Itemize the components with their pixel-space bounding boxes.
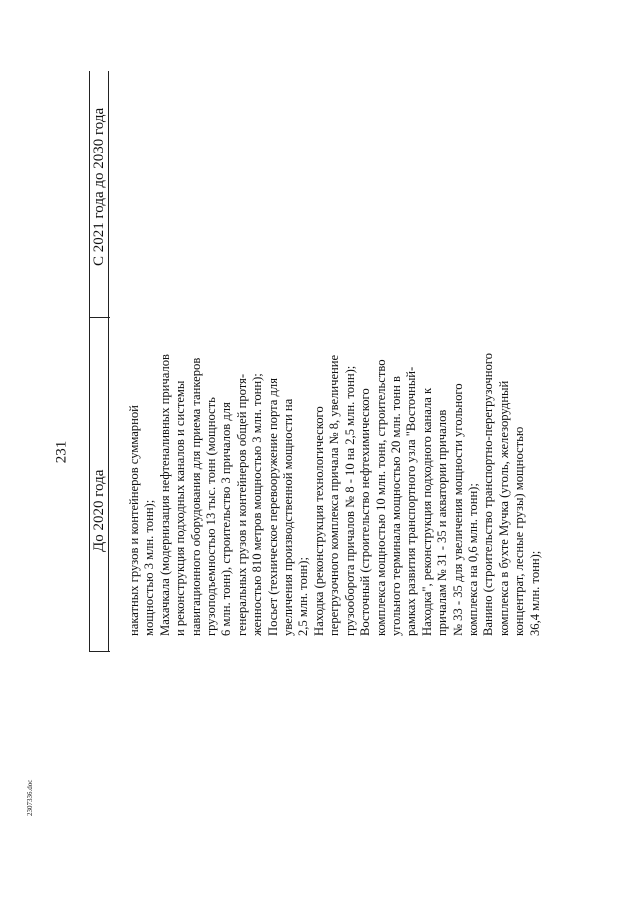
- text-line: Посьет (техническое перевооружение порта для: [265, 378, 280, 636]
- text-line: и реконструкция подходных каналов и системы: [173, 380, 188, 636]
- text-line: 2,5 млн. тонн);: [296, 557, 311, 636]
- text-line: увеличения производственной мощности на: [281, 398, 296, 636]
- table-header-divider: [108, 71, 109, 651]
- text-line: № 33 - 35 для увеличения мощности угольного: [450, 383, 465, 636]
- text-line: Находка (реконструкция технологического: [311, 406, 326, 636]
- text-line: комплекса на 0,6 млн. тонн);: [465, 483, 480, 636]
- text-line: мощностью 3 млн. тонн);: [142, 499, 157, 636]
- footer-document-id: 2307336.doc: [26, 779, 34, 816]
- text-line: накатных грузов и контейнеров суммарной: [127, 405, 141, 636]
- text-line: грузооборота причалов № 8 - 10 на 2,5 млн. тонн);: [342, 365, 357, 636]
- text-line: Ванино (строительство транспортно-перегрузочного: [481, 353, 496, 636]
- page-number: 231: [53, 440, 70, 464]
- text-line: Находка", реконструкция подходного канала к: [419, 387, 434, 636]
- text-line: 36,4 млн. тонн);: [527, 550, 542, 636]
- text-line: концентрат, лесные грузы) мощностью: [512, 426, 527, 636]
- table-column-divider: [89, 317, 110, 318]
- text-line: причалам № 31 - 35 и акватории причалов: [435, 409, 450, 636]
- column-header-2021-2030: С 2021 года до 2030 года: [91, 107, 107, 266]
- text-line: рамках развития транспортного узла "Восточный-: [404, 366, 419, 636]
- text-line: женностью 810 метров мощностью 3 млн. тонн);: [250, 373, 265, 636]
- table-left-border: [89, 651, 110, 652]
- text-line: комплекса мощностью 10 млн. тонн, строительство: [373, 359, 388, 636]
- text-line: грузоподъемностью 13 тыс. тонн (мощность: [204, 397, 219, 636]
- text-line: Восточный (строительство нефтехимического: [358, 388, 373, 636]
- column-before-2020-content: [127, 353, 543, 636]
- text-line: перегрузочного комплекса причала № 8, увеличение: [327, 354, 342, 636]
- text-line: угольного терминала мощностью 20 млн. тонн в: [388, 376, 403, 636]
- text-line: генеральных грузов и контейнеров общей протя-: [234, 373, 249, 636]
- text-line: Махачкала (модернизация нефтеналивных причалов: [157, 354, 172, 636]
- text-line: комплекса в бухте Мучка (уголь, железорудный: [496, 380, 511, 636]
- text-line: навигационного оборудования для приема танкеров: [188, 357, 203, 636]
- column-header-before-2020: До 2020 года: [91, 469, 107, 552]
- text-line: 6 млн. тонн), строительство 3 причалов для: [219, 402, 234, 636]
- table-border-top: [89, 71, 90, 651]
